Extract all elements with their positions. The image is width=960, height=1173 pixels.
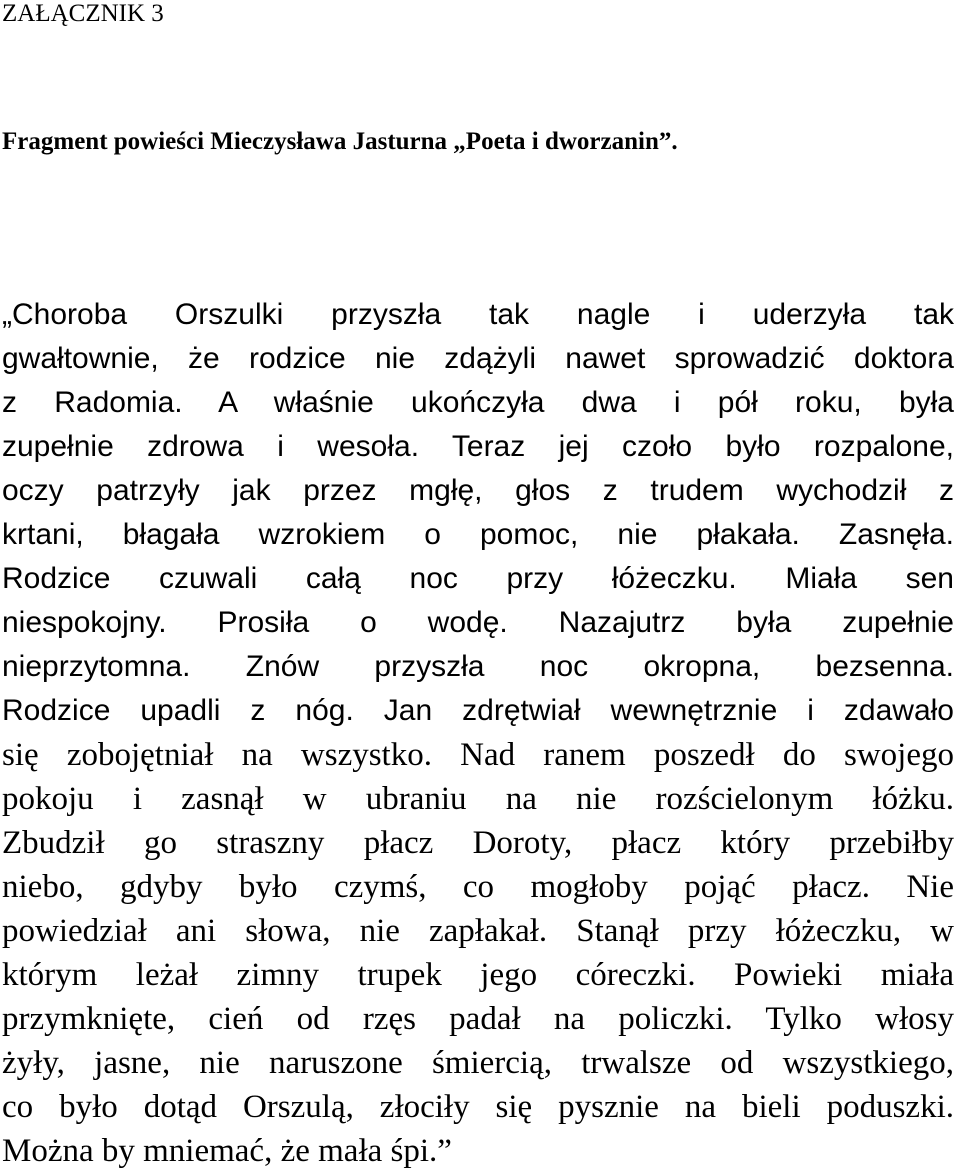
quoted-passage — [2, 293, 954, 1173]
passage-line: Można by mniemać, że mała śpi.” — [2, 1133, 452, 1169]
passage-line: niebo, gdyby było czymś, co mogłoby pojąć płacz. Nie — [2, 869, 954, 905]
document-title: Fragment powieści Mieczysława Jasturna „Poeta i dworzanin”. — [2, 128, 678, 155]
passage-line: się zobojętniał na wszystko. Nad ranem poszedł do swojego — [2, 737, 954, 773]
passage-line: „Choroba Orszulki przyszła tak nagle i uderzyła tak — [2, 298, 954, 331]
passage-line: z Radomia. A właśnie ukończyła dwa i pół roku, była — [2, 386, 954, 419]
passage-line: co było dotąd Orszulą, złociły się pysznie na bieli poduszki. — [2, 1089, 954, 1125]
appendix-label: ZAŁĄCZNIK 3 — [2, 0, 164, 27]
passage-line: Rodzice upadli z nóg. Jan zdrętwiał wewnętrznie i zdawało — [2, 694, 954, 727]
passage-line: oczy patrzyły jak przez mgłę, głos z trudem wychodził z — [2, 474, 954, 507]
passage-line: którym leżał zimny trupek jego córeczki. Powieki miała — [2, 957, 954, 993]
passage-line: przymknięte, cień od rzęs padał na policzki. Tylko włosy — [2, 1001, 954, 1037]
passage-line: pokoju i zasnął w ubraniu na nie rozścielonym łóżku. — [2, 781, 954, 817]
passage-line: zupełnie zdrowa i wesoła. Teraz jej czoło było rozpalone, — [2, 430, 954, 463]
passage-line: gwałtownie, że rodzice nie zdążyli nawet sprowadzić doktora — [2, 342, 954, 375]
passage-line: Rodzice czuwali całą noc przy łóżeczku. Miała sen — [2, 562, 954, 595]
passage-line: krtani, błagała wzrokiem o pomoc, nie płakała. Zasnęła. — [2, 518, 954, 551]
passage-line: nieprzytomna. Znów przyszła noc okropna, bezsenna. — [2, 650, 954, 683]
passage-line: Zbudził go straszny płacz Doroty, płacz który przebiłby — [2, 825, 954, 861]
passage-line: żyły, jasne, nie naruszone śmiercią, trwalsze od wszystkiego, — [2, 1045, 954, 1081]
passage-line: niespokojny. Prosiła o wodę. Nazajutrz była zupełnie — [2, 606, 954, 639]
passage-line: powiedział ani słowa, nie zapłakał. Stanął przy łóżeczku, w — [2, 913, 954, 949]
